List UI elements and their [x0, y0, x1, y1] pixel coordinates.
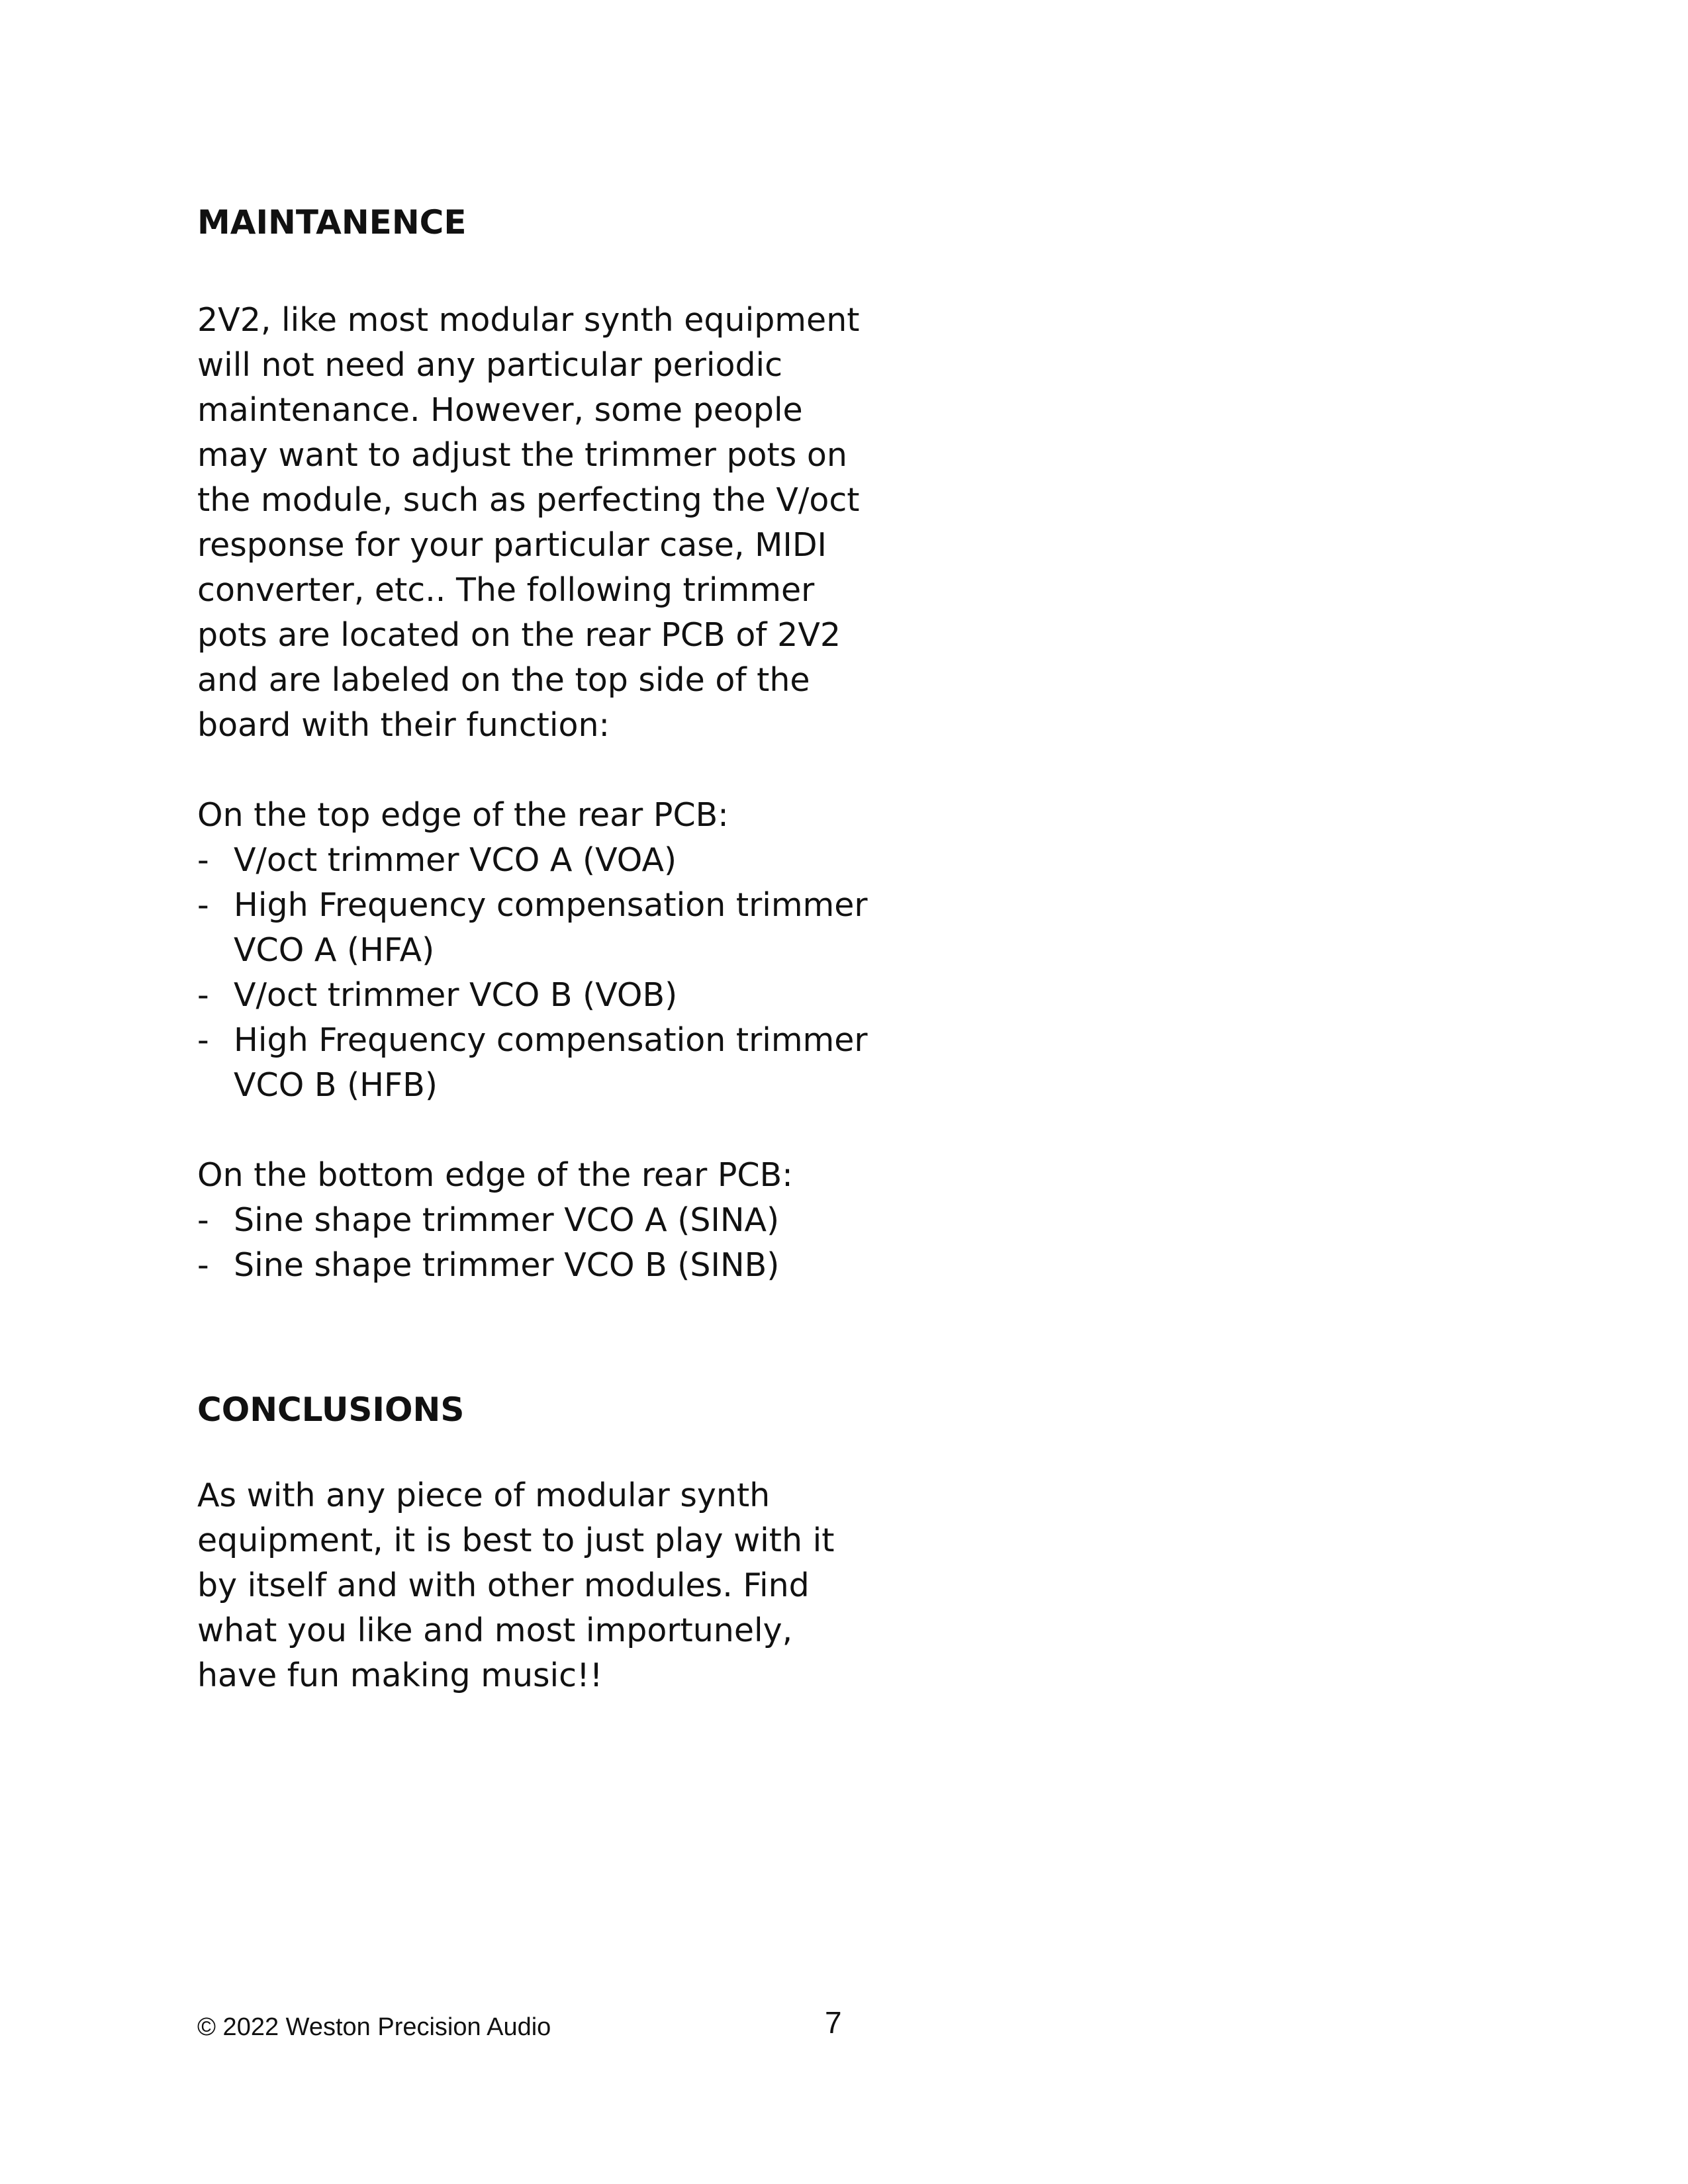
conclusions-line: what you like and most importunely,: [197, 1612, 793, 1649]
top-edge-label: [197, 793, 729, 838]
conclusions-line: have fun making music!!: [197, 1657, 603, 1694]
intro-line: converter, etc.. The following trimmer: [197, 571, 815, 609]
list-item-text: High Frequency compensation trimmer: [234, 886, 868, 924]
conclusions-line: equipment, it is best to just play with it: [197, 1522, 835, 1559]
conclusions-line: As with any piece of modular synth: [197, 1477, 771, 1514]
maintenance-intro: [197, 298, 860, 748]
footer-copyright: © 2022 Weston Precision Audio: [197, 2013, 551, 2041]
list-item: [197, 1018, 868, 1108]
intro-line: will not need any particular periodic: [197, 346, 783, 384]
dash-bullet: -: [197, 1201, 209, 1239]
bottom-edge-list: [197, 1198, 779, 1288]
list-item-text: Sine shape trimmer VCO A (SINA): [234, 1201, 780, 1239]
dash-bullet: -: [197, 841, 209, 879]
intro-line: maintenance. However, some people: [197, 391, 803, 429]
bottom-edge-label-text: On the bottom edge of the rear PCB:: [197, 1156, 793, 1194]
list-item-text: V/oct trimmer VCO A (VOA): [234, 841, 677, 879]
intro-line: pots are located on the rear PCB of 2V2: [197, 616, 841, 654]
intro-line: and are labeled on the top side of the: [197, 661, 810, 699]
intro-line: response for your particular case, MIDI: [197, 526, 827, 564]
page-number: 7: [825, 2005, 842, 2040]
conclusions-heading: CONCLUSIONS: [197, 1390, 465, 1429]
intro-line: the module, such as perfecting the V/oct: [197, 481, 860, 519]
list-item-text: VCO B (HFB): [234, 1066, 438, 1104]
list-item-text: Sine shape trimmer VCO B (SINB): [234, 1246, 780, 1284]
list-item: [197, 838, 868, 883]
list-item-text: VCO A (HFA): [234, 931, 435, 969]
conclusions-text: [197, 1473, 834, 1698]
list-item-text: High Frequency compensation trimmer: [234, 1021, 868, 1059]
dash-bullet: -: [197, 976, 209, 1014]
intro-line: 2V2, like most modular synth equipment: [197, 301, 860, 339]
list-item-text: V/oct trimmer VCO B (VOB): [234, 976, 678, 1014]
dash-bullet: -: [197, 1246, 209, 1284]
intro-line: board with their function:: [197, 706, 610, 744]
list-item: [197, 1243, 779, 1288]
maintenance-heading: MAINTANENCE: [197, 203, 467, 242]
bottom-edge-label: [197, 1153, 793, 1198]
conclusions-line: by itself and with other modules. Find: [197, 1567, 810, 1604]
intro-line: may want to adjust the trimmer pots on: [197, 436, 847, 474]
top-edge-list: [197, 838, 868, 1108]
dash-bullet: -: [197, 886, 209, 924]
list-item: [197, 1198, 779, 1243]
dash-bullet: -: [197, 1021, 209, 1059]
list-item: [197, 973, 868, 1018]
list-item: [197, 883, 868, 973]
top-edge-label-text: On the top edge of the rear PCB:: [197, 796, 729, 834]
